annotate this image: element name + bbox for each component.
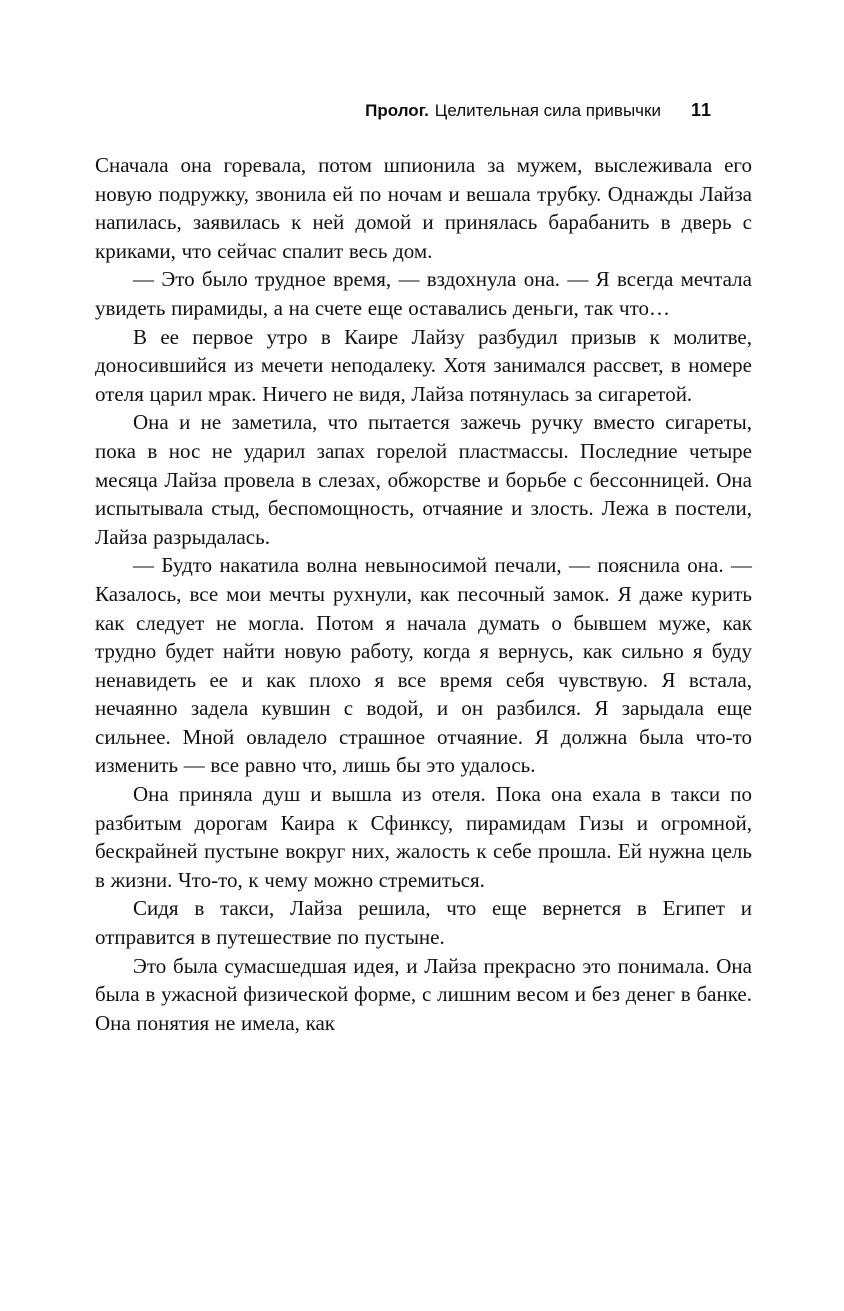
paragraph: Она и не заметила, что пытается зажечь ручку вместо сигареты, пока в нос не ударил запах горелой пластмассы. Последние четыре месяца Лайза провела в слезах, обжорстве и борьбе с бессонницей. Она испытывала стыд, беспомощность, отчаяние и злость. Лежа в постели, Лайза разрыдалась. — [95, 410, 752, 549]
page-number: 11 — [690, 100, 712, 120]
chapter-subtitle: Целительная сила привычки — [434, 101, 661, 120]
body-text — [95, 151, 752, 1037]
paragraph: Сначала она горевала, потом шпионила за мужем, выслеживала его новую подружку, звонила ей по ночам и вешала трубку. Однажды Лайза напилась, заявилась к ней домой и принялась барабанить в дверь с криками, что сейчас спалит весь дом. — [95, 153, 752, 263]
running-header — [95, 100, 752, 121]
paragraph: — Будто накатила волна невыносимой печали, — пояснила она. — Казалось, все мои мечты рухнули, как песочный замок. Я даже курить как следует не могла. Потом я начала думать о бывшем муже, как трудно будет найти новую работу, когда я вернусь, как сильно я буду ненавидеть ее и как плохо я все время себя чувствую. Я встала, нечаянно задела кувшин с водой, и он разбился. Я зарыдала еще сильнее. Мной овладело страшное отчаяние. Я должна была что-то изменить — все равно что, лишь бы это удалось. — [95, 553, 752, 778]
paragraph: В ее первое утро в Каире Лайзу разбудил призыв к молитве, доносившийся из мечети неподалеку. Хотя занимался рассвет, в номере отеля царил мрак. Ничего не видя, Лайза потянулась за сигаретой. — [95, 324, 752, 406]
paragraph: Сидя в такси, Лайза решила, что еще вернется в Египет и отправится в путешествие по пустыне. — [95, 896, 752, 950]
chapter-label: Пролог. — [365, 101, 429, 120]
paragraph: Это была сумасшедшая идея, и Лайза прекрасно это понимала. Она была в ужасной физической форме, с лишним весом и без денег в банке. Она понятия не имела, как — [95, 953, 752, 1035]
paragraph: Она приняла душ и вышла из отеля. Пока она ехала в такси по разбитым дорогам Каира к Сфинксу, пирамидам Гизы и огромной, бескрайней пустыне вокруг них, жалость к себе прошла. Ей нужна цель в жизни. Что-то, к чему можно стремиться. — [95, 782, 752, 892]
paragraph: — Это было трудное время, — вздохнула она. — Я всегда мечтала увидеть пирамиды, а на счете еще оставались деньги, так что… — [95, 267, 752, 320]
chapter-title — [365, 101, 661, 121]
